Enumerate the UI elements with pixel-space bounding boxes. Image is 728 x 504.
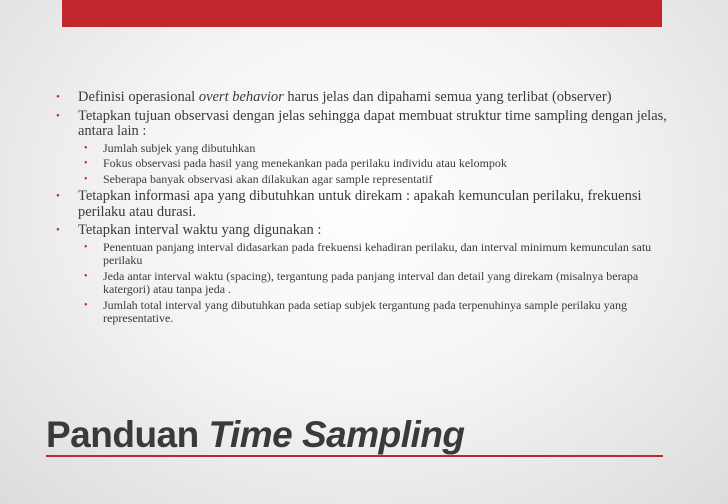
sub-bullet-item xyxy=(81,241,671,268)
bullet-item xyxy=(56,109,671,187)
bullet-marker: • xyxy=(56,224,60,236)
bullet-list xyxy=(56,90,671,329)
sub-bullet-text: Jeda antar interval waktu (spacing), tergantung pada panjang interval dan detail yang direkam (misalnya berapa katergori) atau tanpa jeda . xyxy=(103,268,639,296)
sub-bullet-text: Jumlah subjek yang dibutuhkan xyxy=(103,140,256,155)
sub-bullet-item xyxy=(81,142,671,156)
bullet-text: Tetapkan interval waktu yang digunakan : xyxy=(78,222,322,238)
bullet-text: Definisi operasional xyxy=(78,89,196,105)
bullet-marker: • xyxy=(84,173,88,185)
bullet-marker: • xyxy=(84,270,88,282)
bullet-text: Tetapkan tujuan observasi dengan jelas sehingga dapat membuat struktur time sampling dengan jelas, antara lain : xyxy=(78,107,667,139)
bullet-marker: • xyxy=(56,91,60,103)
slide-title-emphasis: Time Sampling xyxy=(208,414,465,455)
sub-bullet-item xyxy=(81,270,671,297)
sub-bullet-text: Fokus observasi pada hasil yang menekankan pada perilaku individu atau kelompok xyxy=(103,156,507,170)
top-accent-bar xyxy=(62,0,662,27)
bullet-text: Tetapkan informasi apa yang dibutuhkan untuk direkam : apakah kemunculan perilaku, frekuensi perilaku atau durasi. xyxy=(78,188,642,220)
bullet-marker: • xyxy=(84,158,88,169)
sub-bullet-item xyxy=(81,173,671,187)
sub-bullet-item xyxy=(81,299,671,326)
bullet-marker: • xyxy=(56,109,60,122)
bullet-item xyxy=(56,189,671,220)
slide-title xyxy=(46,414,465,456)
sub-bullet-list xyxy=(78,142,671,187)
bullet-text-italic: overt behavior xyxy=(198,89,284,105)
bullet-text: harus jelas dan dipahami semua yang terlibat (observer) xyxy=(287,89,612,105)
sub-bullet-text: Seberapa banyak observasi akan dilakukan agar sample representatif xyxy=(103,171,433,186)
bullet-marker: • xyxy=(56,190,60,202)
bullet-item xyxy=(56,223,671,326)
bullet-marker: • xyxy=(84,142,88,154)
slide-title-plain: Panduan xyxy=(46,414,199,455)
bullet-marker: • xyxy=(84,299,88,311)
sub-bullet-item xyxy=(81,157,671,171)
sub-bullet-text: Jumlah total interval yang dibutuhkan pada setiap subjek tergantung pada terpenuhinya sample perilaku yang representative. xyxy=(103,297,627,325)
sub-bullet-list xyxy=(78,241,671,326)
bullet-item xyxy=(56,90,671,106)
bullet-marker: • xyxy=(84,241,88,253)
title-underline xyxy=(46,455,663,457)
sub-bullet-text: Penentuan panjang interval didasarkan pada frekuensi kehadiran perilaku, dan interval minimum kemunculan satu perilaku xyxy=(103,239,652,267)
